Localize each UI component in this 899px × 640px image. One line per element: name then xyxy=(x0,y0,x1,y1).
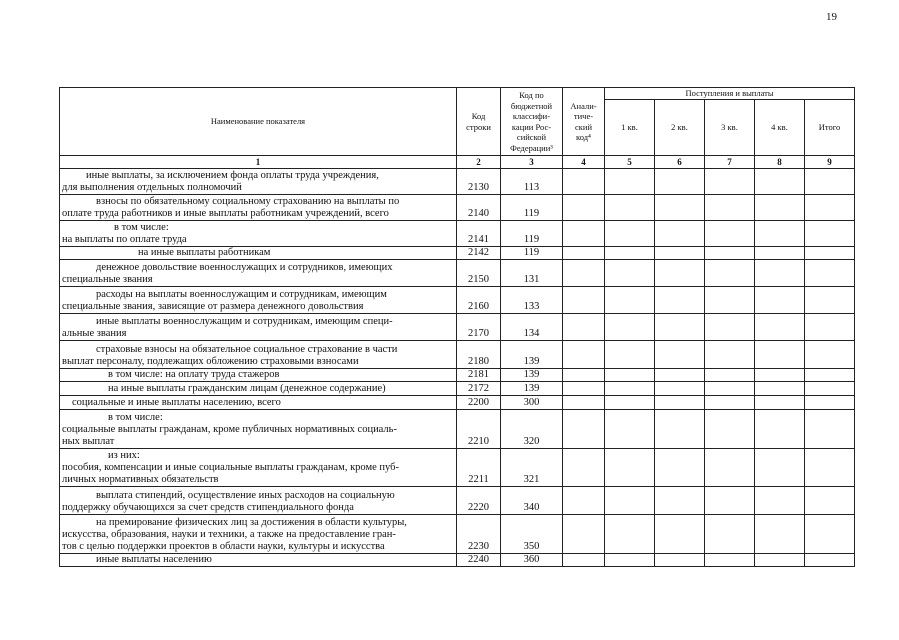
row-name: в том числе: на оплату труда стажеров xyxy=(60,369,457,382)
row-name: выплата стипендий, осуществление иных расходов на социальную поддержку обучающихся за счет средств стипендиального фонда xyxy=(60,487,457,515)
empty-cell xyxy=(605,195,655,221)
table-row xyxy=(60,341,855,369)
empty-cell xyxy=(563,487,605,515)
table-row xyxy=(60,314,855,341)
empty-cell xyxy=(755,515,805,554)
row-budget-code: 340 xyxy=(501,487,563,515)
row-name: иные выплаты населению xyxy=(60,554,457,567)
empty-cell xyxy=(705,287,755,314)
empty-cell xyxy=(605,449,655,487)
empty-cell xyxy=(805,314,855,341)
empty-cell xyxy=(755,341,805,369)
empty-cell xyxy=(563,314,605,341)
header-line-code: Код строки xyxy=(457,88,501,156)
column-number: 9 xyxy=(805,156,855,169)
empty-cell xyxy=(755,169,805,195)
empty-cell xyxy=(605,369,655,382)
column-number: 1 xyxy=(60,156,457,169)
empty-cell xyxy=(705,382,755,396)
column-number: 8 xyxy=(755,156,805,169)
table-row xyxy=(60,287,855,314)
empty-cell xyxy=(655,195,705,221)
row-budget-code: 320 xyxy=(501,410,563,449)
empty-cell xyxy=(563,515,605,554)
empty-cell xyxy=(705,195,755,221)
row-budget-code: 133 xyxy=(501,287,563,314)
empty-cell xyxy=(755,369,805,382)
table-row xyxy=(60,169,855,195)
empty-cell xyxy=(563,195,605,221)
empty-cell xyxy=(563,341,605,369)
empty-cell xyxy=(755,554,805,567)
table-row xyxy=(60,221,855,247)
row-name: на иные выплаты гражданским лицам (денежное содержание) xyxy=(60,382,457,396)
row-line-code: 2172 xyxy=(457,382,501,396)
page-number: 19 xyxy=(826,11,837,23)
empty-cell xyxy=(805,396,855,410)
row-line-code: 2141 xyxy=(457,221,501,247)
empty-cell xyxy=(805,515,855,554)
row-name: на иные выплаты работникам xyxy=(60,247,457,260)
empty-cell xyxy=(563,410,605,449)
row-budget-code: 350 xyxy=(501,515,563,554)
empty-cell xyxy=(805,195,855,221)
empty-cell xyxy=(655,260,705,287)
header-q1: 1 кв. xyxy=(605,100,655,156)
row-budget-code: 119 xyxy=(501,247,563,260)
row-name: на премирование физических лиц за достижения в области культуры, искусства, образования, науки и техники, а также на предоставление гран- тов с целью поддержки проектов в области науки, культуры и искусства xyxy=(60,515,457,554)
empty-cell xyxy=(805,382,855,396)
empty-cell xyxy=(755,487,805,515)
table-row xyxy=(60,369,855,382)
row-budget-code: 300 xyxy=(501,396,563,410)
row-line-code: 2170 xyxy=(457,314,501,341)
empty-cell xyxy=(655,554,705,567)
table-row xyxy=(60,396,855,410)
empty-cell xyxy=(705,449,755,487)
header-name: Наименование показателя xyxy=(60,88,457,156)
empty-cell xyxy=(755,287,805,314)
row-line-code: 2130 xyxy=(457,169,501,195)
row-name: денежное довольствие военнослужащих и сотрудников, имеющих специальные звания xyxy=(60,260,457,287)
row-budget-code: 139 xyxy=(501,341,563,369)
empty-cell xyxy=(805,369,855,382)
empty-cell xyxy=(655,449,705,487)
row-name: иные выплаты военнослужащим и сотрудникам, имеющим специ- альные звания xyxy=(60,314,457,341)
empty-cell xyxy=(655,341,705,369)
empty-cell xyxy=(705,221,755,247)
table-row xyxy=(60,260,855,287)
empty-cell xyxy=(755,382,805,396)
table-row xyxy=(60,515,855,554)
empty-cell xyxy=(705,396,755,410)
empty-cell xyxy=(563,169,605,195)
empty-cell xyxy=(805,169,855,195)
header-q4: 4 кв. xyxy=(755,100,805,156)
empty-cell xyxy=(755,449,805,487)
table-row xyxy=(60,410,855,449)
header-total: Итого xyxy=(805,100,855,156)
empty-cell xyxy=(755,410,805,449)
empty-cell xyxy=(563,382,605,396)
empty-cell xyxy=(755,396,805,410)
empty-cell xyxy=(705,487,755,515)
empty-cell xyxy=(655,396,705,410)
row-budget-code: 113 xyxy=(501,169,563,195)
empty-cell xyxy=(705,169,755,195)
row-line-code: 2142 xyxy=(457,247,501,260)
empty-cell xyxy=(755,195,805,221)
empty-cell xyxy=(705,260,755,287)
header-analytic-code: Анали- тиче- ский код⁴ xyxy=(563,88,605,156)
empty-cell xyxy=(605,221,655,247)
table-row xyxy=(60,554,855,567)
empty-cell xyxy=(655,221,705,247)
empty-cell xyxy=(705,515,755,554)
empty-cell xyxy=(605,287,655,314)
empty-cell xyxy=(605,396,655,410)
empty-cell xyxy=(805,221,855,247)
row-line-code: 2160 xyxy=(457,287,501,314)
row-line-code: 2181 xyxy=(457,369,501,382)
table-row xyxy=(60,247,855,260)
row-line-code: 2150 xyxy=(457,260,501,287)
row-line-code: 2210 xyxy=(457,410,501,449)
empty-cell xyxy=(605,314,655,341)
row-line-code: 2200 xyxy=(457,396,501,410)
row-name: из них: пособия, компенсации и иные социальные выплаты гражданам, кроме пуб- личных нормативных обязательств xyxy=(60,449,457,487)
empty-cell xyxy=(705,554,755,567)
table-row xyxy=(60,487,855,515)
empty-cell xyxy=(563,396,605,410)
table-row xyxy=(60,449,855,487)
empty-cell xyxy=(563,247,605,260)
empty-cell xyxy=(605,554,655,567)
empty-cell xyxy=(563,287,605,314)
table-row xyxy=(60,382,855,396)
empty-cell xyxy=(605,247,655,260)
row-budget-code: 119 xyxy=(501,221,563,247)
row-name: социальные и иные выплаты населению, всего xyxy=(60,396,457,410)
empty-cell xyxy=(705,341,755,369)
row-name: в том числе: на выплаты по оплате труда xyxy=(60,221,457,247)
empty-cell xyxy=(655,247,705,260)
column-number: 6 xyxy=(655,156,705,169)
empty-cell xyxy=(805,341,855,369)
empty-cell xyxy=(655,169,705,195)
empty-cell xyxy=(805,410,855,449)
empty-cell xyxy=(705,314,755,341)
header-budget-code: Код по бюджетной классифи- кации Рос- сийской Федерации³ xyxy=(501,88,563,156)
row-line-code: 2230 xyxy=(457,515,501,554)
empty-cell xyxy=(805,487,855,515)
empty-cell xyxy=(563,221,605,247)
empty-cell xyxy=(563,260,605,287)
empty-cell xyxy=(655,487,705,515)
table-row xyxy=(60,195,855,221)
empty-cell xyxy=(805,287,855,314)
empty-cell xyxy=(805,247,855,260)
row-line-code: 2220 xyxy=(457,487,501,515)
empty-cell xyxy=(563,369,605,382)
column-number: 5 xyxy=(605,156,655,169)
empty-cell xyxy=(805,449,855,487)
empty-cell xyxy=(755,247,805,260)
row-line-code: 2140 xyxy=(457,195,501,221)
empty-cell xyxy=(563,449,605,487)
row-line-code: 2180 xyxy=(457,341,501,369)
empty-cell xyxy=(605,515,655,554)
empty-cell xyxy=(605,487,655,515)
row-budget-code: 321 xyxy=(501,449,563,487)
empty-cell xyxy=(605,260,655,287)
column-number: 3 xyxy=(501,156,563,169)
column-number: 4 xyxy=(563,156,605,169)
empty-cell xyxy=(655,369,705,382)
empty-cell xyxy=(805,554,855,567)
row-budget-code: 139 xyxy=(501,369,563,382)
empty-cell xyxy=(655,287,705,314)
row-name: иные выплаты, за исключением фонда оплаты труда учреждения, для выполнения отдельных полномочий xyxy=(60,169,457,195)
empty-cell xyxy=(605,341,655,369)
empty-cell xyxy=(655,314,705,341)
row-line-code: 2211 xyxy=(457,449,501,487)
row-name: расходы на выплаты военнослужащим и сотрудникам, имеющим специальные звания, зависящие от размера денежного довольствия xyxy=(60,287,457,314)
empty-cell xyxy=(605,382,655,396)
column-number: 2 xyxy=(457,156,501,169)
row-name: страховые взносы на обязательное социальное страхование в части выплат персоналу, подлежащих обложению страховыми взносами xyxy=(60,341,457,369)
row-budget-code: 139 xyxy=(501,382,563,396)
empty-cell xyxy=(755,221,805,247)
column-number-row xyxy=(60,156,855,169)
empty-cell xyxy=(705,369,755,382)
empty-cell xyxy=(605,410,655,449)
row-line-code: 2240 xyxy=(457,554,501,567)
empty-cell xyxy=(705,247,755,260)
empty-cell xyxy=(655,382,705,396)
header-receipts-payments: Поступления и выплаты xyxy=(605,88,855,100)
empty-cell xyxy=(563,554,605,567)
header-q3: 3 кв. xyxy=(705,100,755,156)
empty-cell xyxy=(705,410,755,449)
header-q2: 2 кв. xyxy=(655,100,705,156)
column-number: 7 xyxy=(705,156,755,169)
empty-cell xyxy=(655,410,705,449)
row-budget-code: 134 xyxy=(501,314,563,341)
payments-table xyxy=(59,87,855,567)
row-name: в том числе: социальные выплаты гражданам, кроме публичных нормативных социаль- ных выплат xyxy=(60,410,457,449)
row-budget-code: 119 xyxy=(501,195,563,221)
empty-cell xyxy=(805,260,855,287)
row-budget-code: 131 xyxy=(501,260,563,287)
empty-cell xyxy=(755,260,805,287)
empty-cell xyxy=(655,515,705,554)
row-name: взносы по обязательному социальному страхованию на выплаты по оплате труда работников и иные выплаты работникам учреждений, всего xyxy=(60,195,457,221)
empty-cell xyxy=(755,314,805,341)
row-budget-code: 360 xyxy=(501,554,563,567)
empty-cell xyxy=(605,169,655,195)
